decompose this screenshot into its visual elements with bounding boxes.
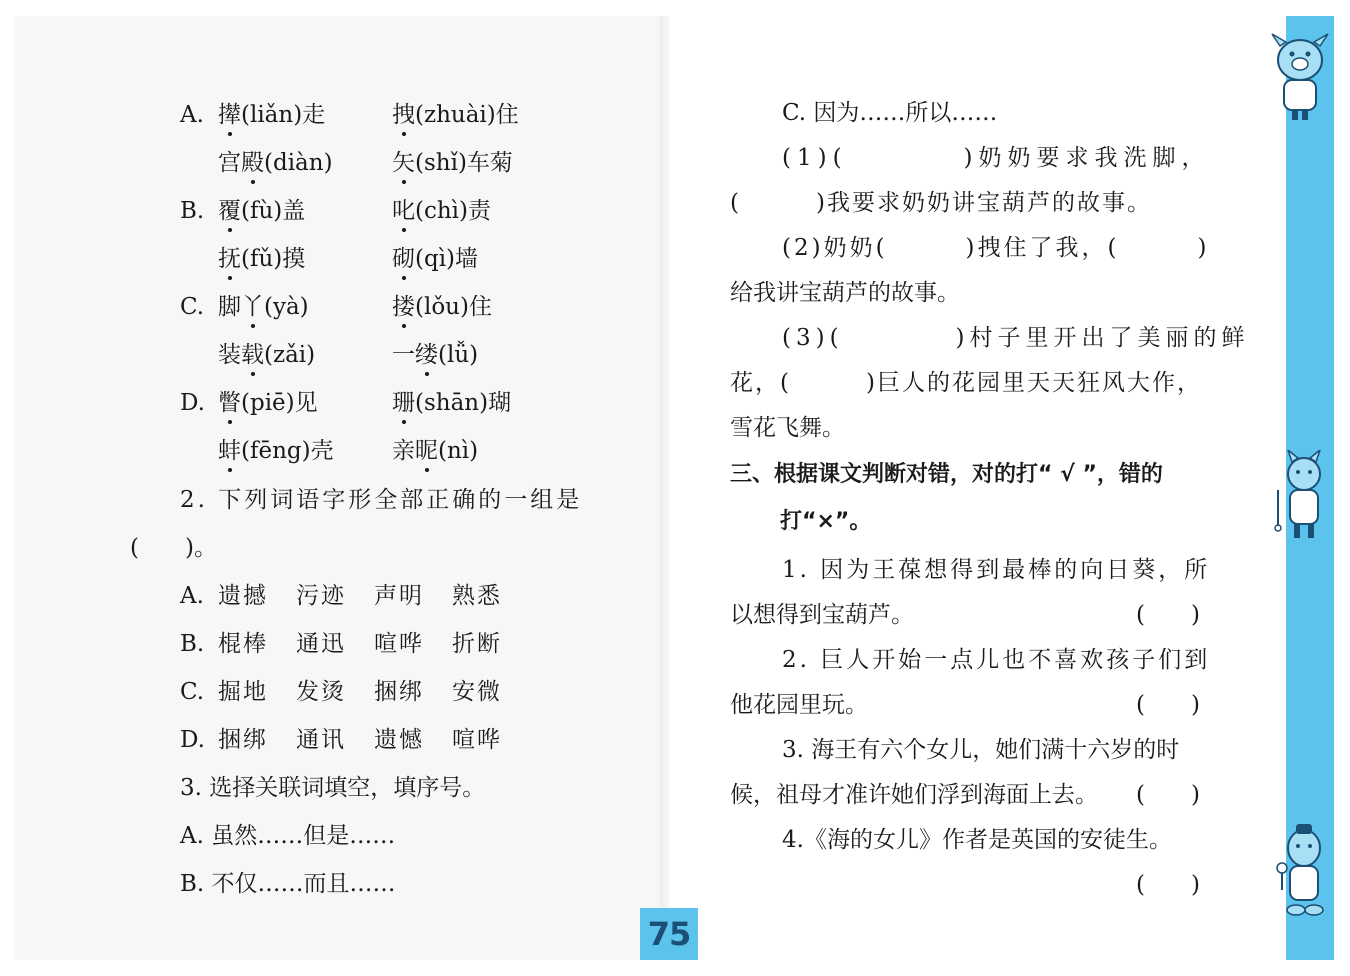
word-option: 折断 xyxy=(452,631,502,657)
q3-item-3a: (3)( )村子里开出了美丽的鲜 xyxy=(782,325,1250,351)
judge-answer-paren-3[interactable]: ( ) xyxy=(1136,782,1200,808)
pinyin-and-suffix: (yà) xyxy=(264,294,309,320)
word-with-pinyin xyxy=(392,388,511,418)
word-with-pinyin xyxy=(392,196,491,226)
word-with-pinyin xyxy=(218,292,309,322)
word-with-pinyin xyxy=(218,436,334,466)
word-option: 掘地 xyxy=(218,679,268,705)
word-option: 捆绑 xyxy=(218,727,268,753)
q3-option-c: C. 因为……所以…… xyxy=(782,100,998,126)
word-option: 发烫 xyxy=(296,679,346,705)
section-3-heading-cont: 打“×”。 xyxy=(780,509,872,534)
option-letter: B. xyxy=(180,631,205,657)
pinyin-and-suffix: (fù)盖 xyxy=(241,198,306,224)
word-option: 通讯 xyxy=(296,727,346,753)
q3-item-3b: 花，( )巨人的花园里天天狂风大作， xyxy=(730,370,1202,396)
judge-item-2b: 他花园里玩。 xyxy=(730,692,868,718)
dotted-character: 搂 xyxy=(392,294,415,320)
pinyin-and-suffix: (zhuài)住 xyxy=(415,102,519,128)
pinyin-and-suffix: (piē)见 xyxy=(241,390,318,416)
dotted-character: 丫 xyxy=(241,294,264,320)
dotted-character: 撵 xyxy=(218,102,241,128)
word-prefix: 亲 xyxy=(392,438,415,464)
dotted-character: 珊 xyxy=(392,390,415,416)
q3-option-a: A. 虽然……但是…… xyxy=(180,823,396,849)
dotted-character: 矢 xyxy=(392,150,415,176)
dotted-character: 砌 xyxy=(392,246,415,272)
judge-item-2a: 2. 巨人开始一点儿也不喜欢孩子们到 xyxy=(782,647,1211,673)
judge-item-3b: 候，祖母才准许她们浮到海面上去。 xyxy=(730,782,1098,808)
option-letter: A. xyxy=(180,583,204,609)
q3-title: 3. 选择关联词填空，填序号。 xyxy=(180,775,486,801)
word-with-pinyin xyxy=(392,244,478,274)
dotted-character: 缕 xyxy=(415,342,438,368)
word-prefix: 宫 xyxy=(218,150,241,176)
word-option: 捆绑 xyxy=(374,679,424,705)
cartoon-character-icon xyxy=(1270,820,1334,920)
q3-item-1a: (1)( )奶奶要求我洗脚， xyxy=(782,145,1211,171)
word-with-pinyin xyxy=(392,292,492,322)
wolf-mascot-icon xyxy=(1270,450,1334,542)
judge-item-1a: 1. 因为王葆想得到最棒的向日葵，所 xyxy=(782,557,1211,583)
pinyin-and-suffix: (shǐ)车菊 xyxy=(415,150,513,176)
q3-item-2a: (2)奶奶( )拽住了我，( ) xyxy=(782,235,1210,261)
section-3-heading: 三、根据课文判断对错，对的打“ √ ”，错的 xyxy=(730,462,1163,487)
word-prefix: 装 xyxy=(218,342,241,368)
word-option: 棍棒 xyxy=(218,631,268,657)
pinyin-and-suffix: (fēng)壳 xyxy=(241,438,334,464)
word-with-pinyin xyxy=(218,148,333,178)
q3-item-3c: 雪花飞舞。 xyxy=(730,415,845,441)
word-option: 遗憾 xyxy=(374,727,424,753)
q2-title: 2. 下列词语字形全部正确的一组是 xyxy=(180,487,583,513)
pinyin-and-suffix: (qì)墙 xyxy=(415,246,479,272)
word-with-pinyin xyxy=(218,388,318,418)
judge-answer-paren-1[interactable]: ( ) xyxy=(1136,602,1200,628)
word-option: 声明 xyxy=(374,583,424,609)
dotted-character: 蚌 xyxy=(218,438,241,464)
word-with-pinyin xyxy=(392,340,478,370)
option-letter: B. xyxy=(180,198,205,224)
dotted-character: 拽 xyxy=(392,102,415,128)
q3-item-2b: 给我讲宝葫芦的故事。 xyxy=(730,280,960,306)
word-option: 通迅 xyxy=(296,631,346,657)
word-with-pinyin xyxy=(392,148,513,178)
pinyin-and-suffix: (nì) xyxy=(438,438,479,464)
pinyin-and-suffix: (zǎi) xyxy=(264,342,316,368)
judge-answer-paren-2[interactable]: ( ) xyxy=(1136,692,1200,718)
word-with-pinyin xyxy=(218,340,315,370)
judge-item-1b: 以想得到宝葫芦。 xyxy=(730,602,914,628)
pinyin-and-suffix: (fǔ)摸 xyxy=(241,246,306,272)
pinyin-and-suffix: (chì)责 xyxy=(415,198,491,224)
judge-answer-paren-4[interactable]: ( ) xyxy=(1136,872,1200,898)
judge-item-3a: 3. 海王有六个女儿，她们满十六岁的时 xyxy=(782,737,1180,763)
pinyin-and-suffix: (lǒu)住 xyxy=(415,294,492,320)
word-option: 安微 xyxy=(452,679,502,705)
word-with-pinyin xyxy=(218,244,305,274)
word-with-pinyin xyxy=(218,100,325,130)
dotted-character: 覆 xyxy=(218,198,241,224)
option-letter: C. xyxy=(180,294,205,320)
word-with-pinyin xyxy=(218,196,305,226)
page-number: 75 xyxy=(640,908,698,960)
word-option: 遗撼 xyxy=(218,583,268,609)
option-letter: C. xyxy=(180,679,205,705)
pinyin-and-suffix: (lǚ) xyxy=(438,342,479,368)
dotted-character: 抚 xyxy=(218,246,241,272)
q2-answer-paren: ( )。 xyxy=(130,535,217,561)
word-option: 熟悉 xyxy=(452,583,502,609)
judge-item-4: 4.《海的女儿》作者是英国的安徒生。 xyxy=(782,827,1172,853)
word-option: 喧哗 xyxy=(452,727,502,753)
dotted-character: 叱 xyxy=(392,198,415,224)
option-letter: A. xyxy=(180,102,204,128)
option-letter: D. xyxy=(180,727,205,753)
dotted-character: 载 xyxy=(241,342,264,368)
word-with-pinyin xyxy=(392,436,478,466)
pig-mascot-icon xyxy=(1262,30,1338,122)
q3-option-b: B. 不仅……而且…… xyxy=(180,871,396,897)
dotted-character: 昵 xyxy=(415,438,438,464)
q3-item-1b: ( )我要求奶奶讲宝葫芦的故事。 xyxy=(730,190,1152,216)
word-with-pinyin xyxy=(392,100,519,130)
pinyin-and-suffix: (liǎn)走 xyxy=(241,102,326,128)
dotted-character: 瞥 xyxy=(218,390,241,416)
pinyin-and-suffix: (shān)瑚 xyxy=(415,390,512,416)
word-option: 污迹 xyxy=(296,583,346,609)
word-option: 喧哗 xyxy=(374,631,424,657)
dotted-character: 殿 xyxy=(241,150,264,176)
pinyin-and-suffix: (diàn) xyxy=(264,150,333,176)
word-prefix: 一 xyxy=(392,342,415,368)
word-prefix: 脚 xyxy=(218,294,241,320)
option-letter: D. xyxy=(180,390,205,416)
